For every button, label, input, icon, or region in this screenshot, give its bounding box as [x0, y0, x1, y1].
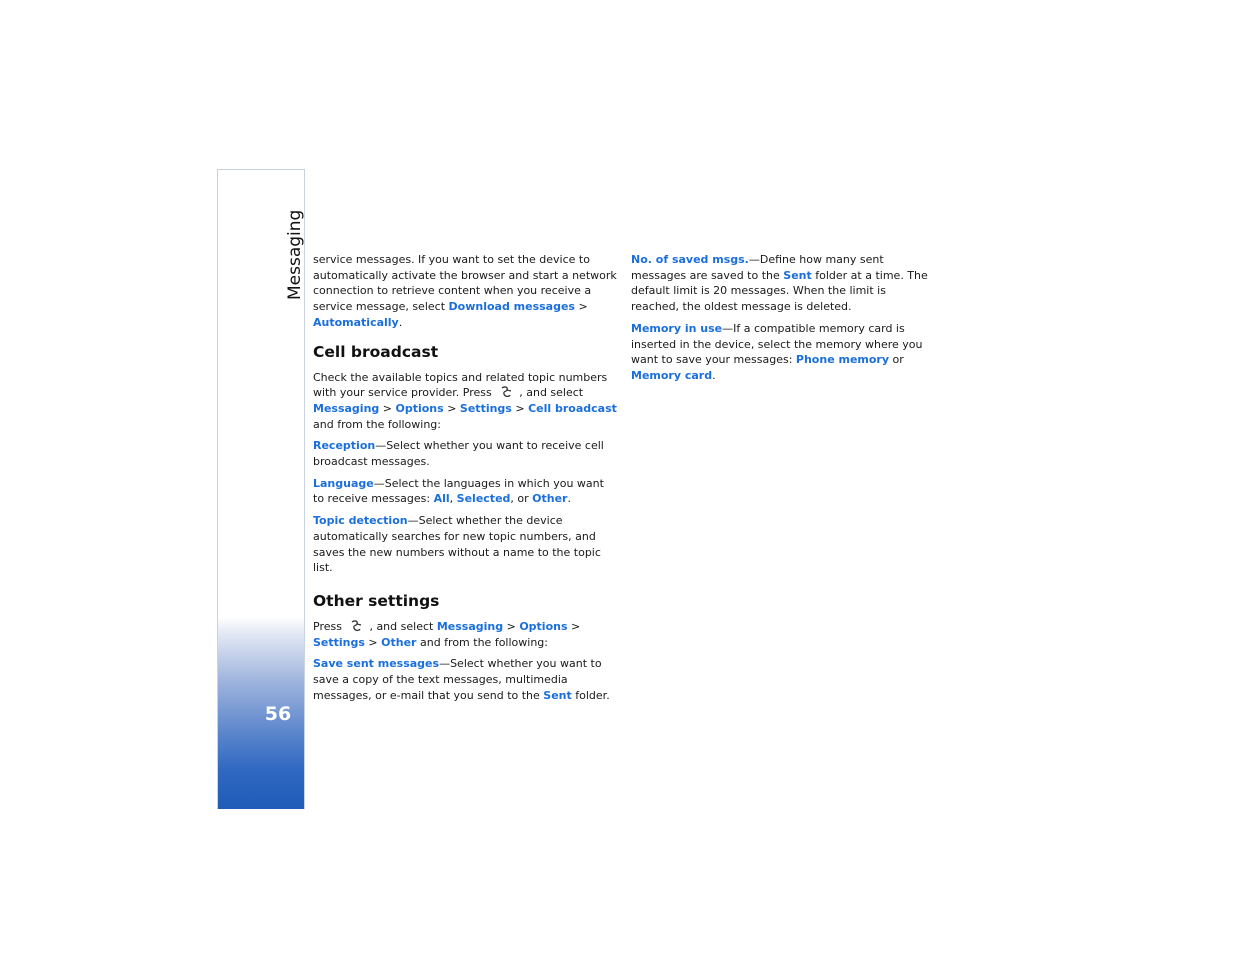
right-column	[631, 252, 935, 390]
menu-key-icon	[499, 386, 513, 399]
save-sent-item: Save sent messages—Select whether you want to save a copy of the text messages, multimedia messages, or e-mail that you send to the Sent folder.	[313, 657, 610, 702]
other-settings-intro: Press , and select Messaging > Options > Settings > Other and from the following:	[313, 619, 581, 649]
topic-detection-item: Topic detection—Select whether the device automatically searches for new topic numbers, and saves the new numbers without a name to the topic list.	[313, 514, 601, 575]
menu-key-icon	[349, 620, 363, 633]
left-column	[313, 252, 617, 709]
intro-paragraph: service messages. If you want to set the device to automatically activate the browser and start a network connection to retrieve content when you receive a service message, select Download messages > Automatically.	[313, 253, 617, 329]
other-settings-heading: Other settings	[313, 591, 440, 610]
page-number: 56	[264, 703, 292, 725]
chapter-title: Messaging	[285, 209, 305, 300]
memory-in-use-item: Memory in use—If a compatible memory card is inserted in the device, select the memory where you want to save your messages: Phone memory or Memory card.	[631, 321, 923, 382]
language-item: Language—Select the languages in which you want to receive messages: All, Selected, or Other.	[313, 476, 604, 506]
saved-msgs-item: No. of saved msgs.—Define how many sent messages are saved to the Sent folder at a time. The default limit is 20 messages. When the limit is reached, the oldest message is deleted.	[631, 253, 928, 314]
cell-broadcast-intro: Check the available topics and related topic numbers with your service provider. Press , and select Messaging > Options > Settings > Cell broadcast and from the following:	[313, 370, 617, 431]
automatically-link: Automatically	[313, 315, 399, 329]
download-messages-link: Download messages	[448, 300, 575, 314]
cell-broadcast-heading: Cell broadcast	[313, 342, 439, 361]
reception-item: Reception—Select whether you want to receive cell broadcast messages.	[313, 439, 604, 469]
